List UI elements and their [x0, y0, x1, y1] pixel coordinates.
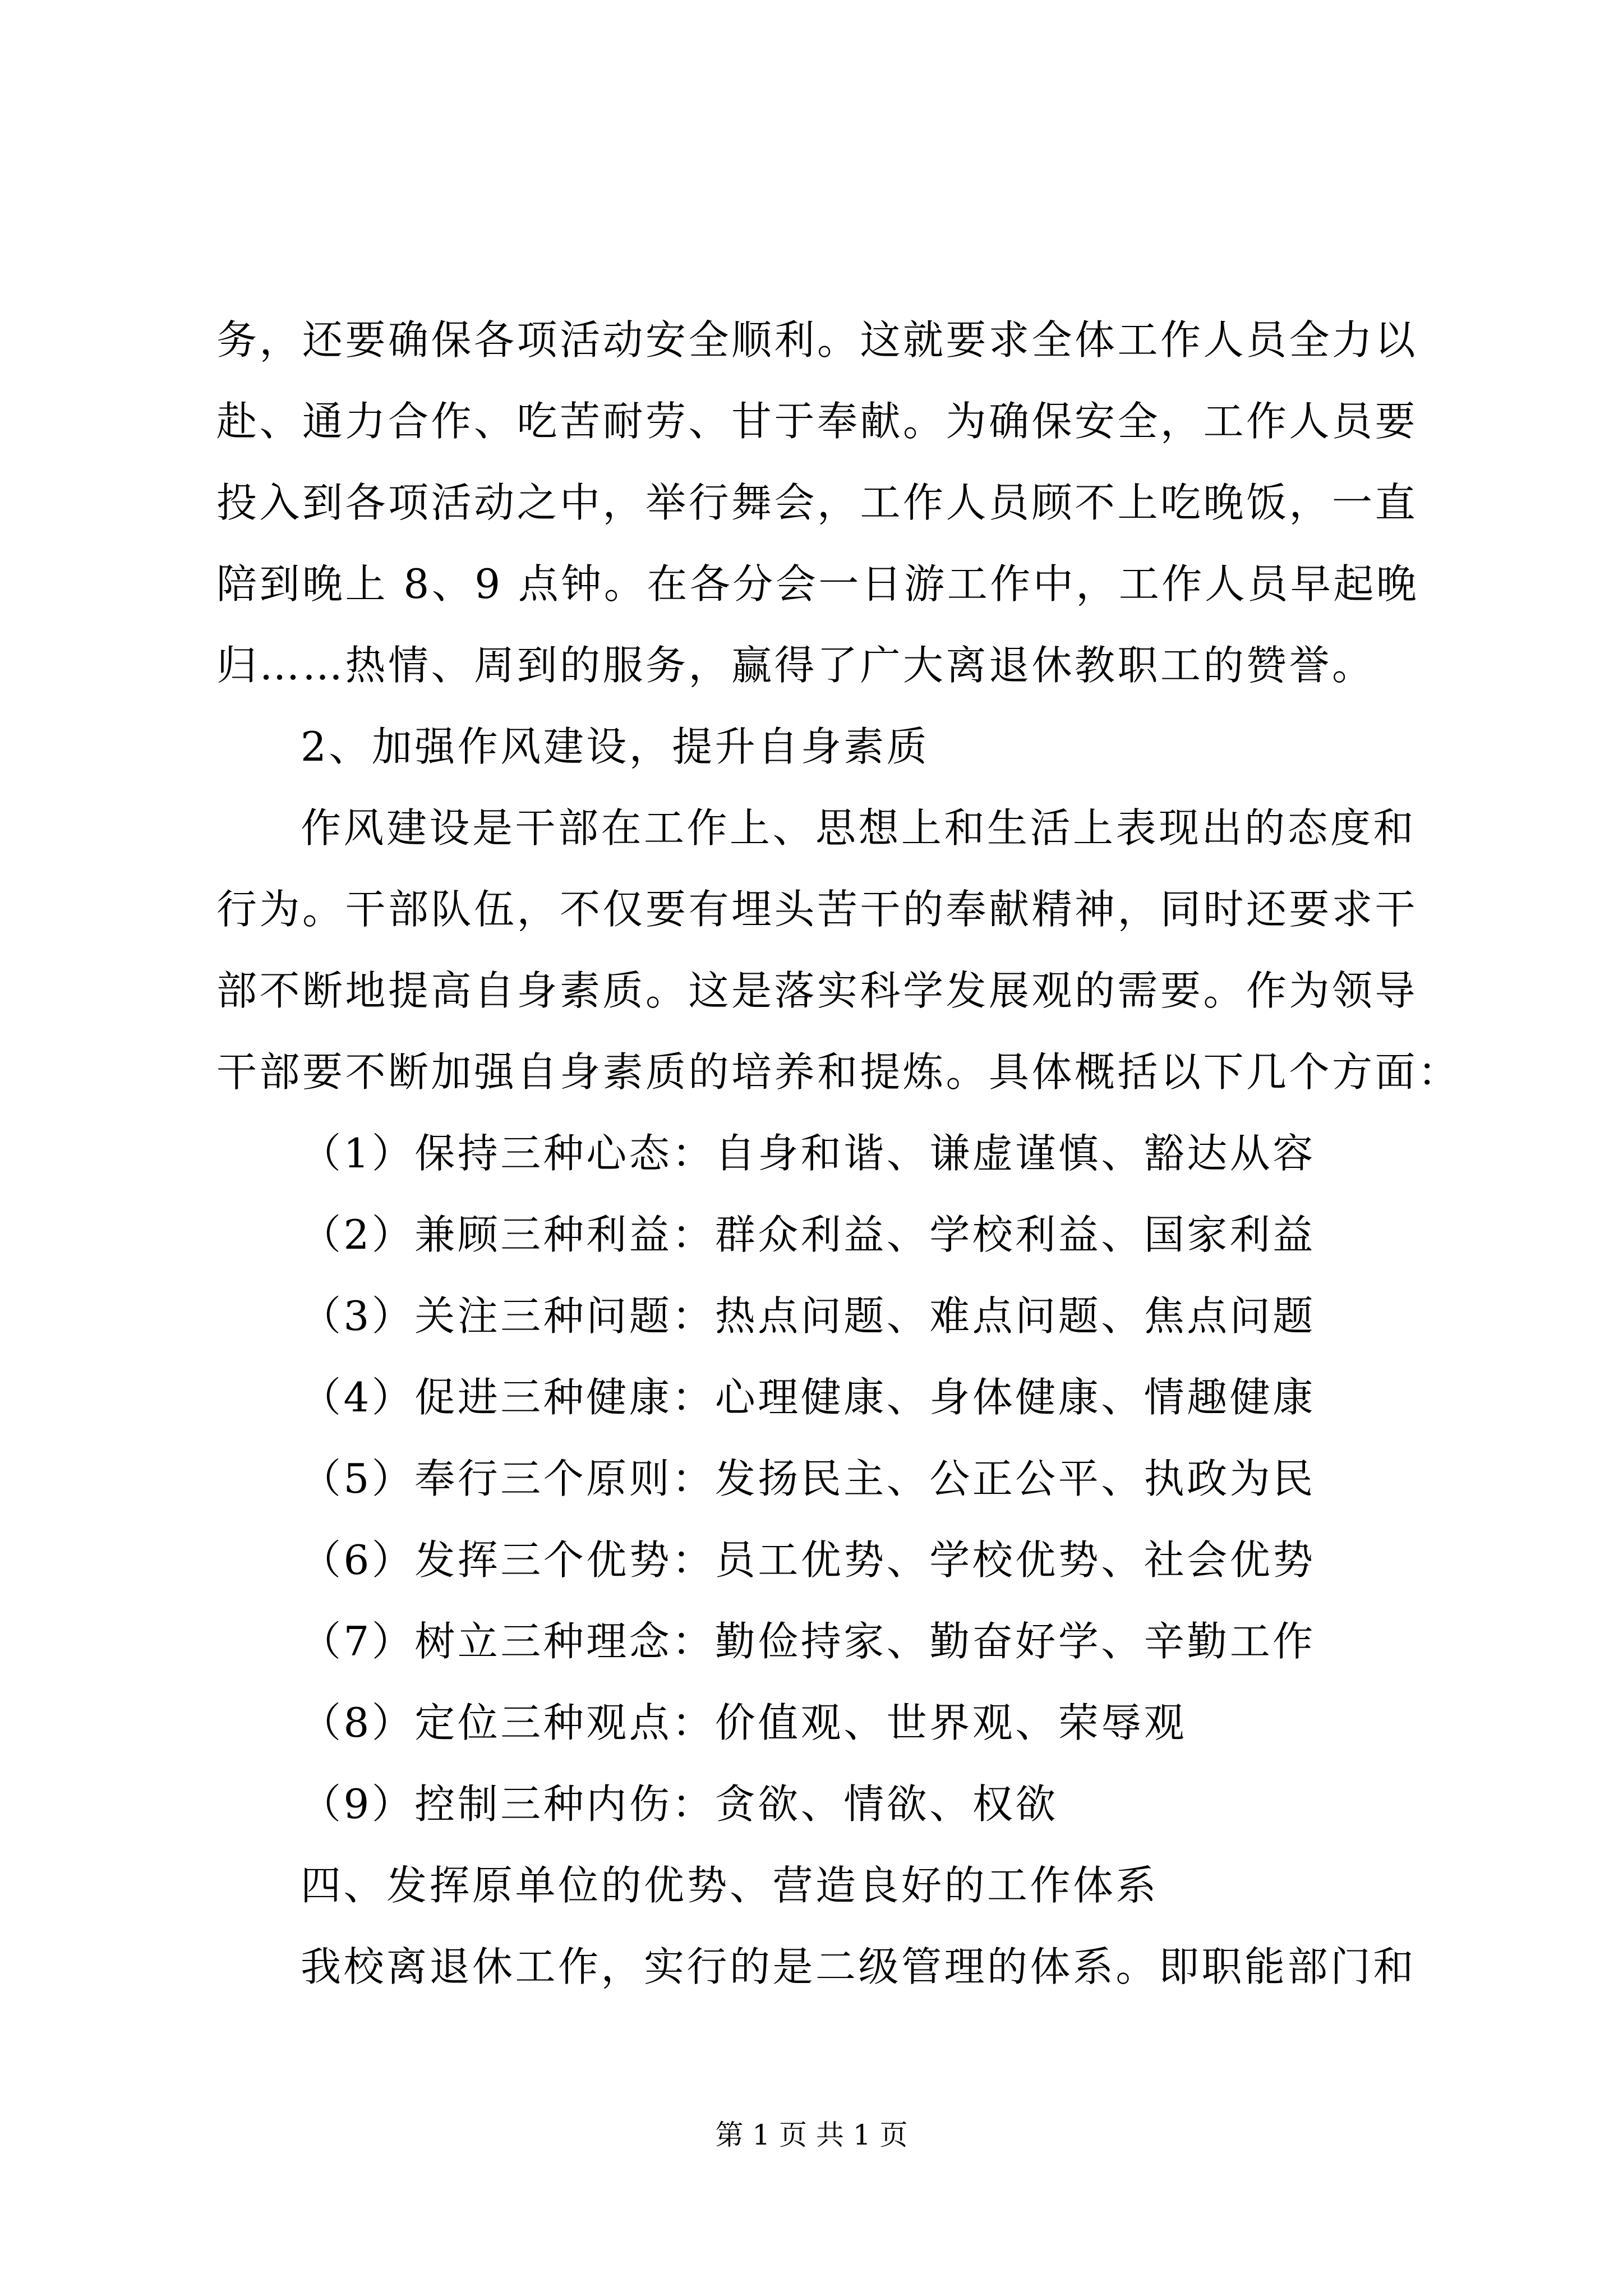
paragraph-line: 干部要不断加强自身素质的培养和提炼。具体概括以下几个方面： — [216, 1048, 1461, 1096]
list-item: （2）兼顾三种利益：群众利益、学校利益、国家利益 — [301, 1211, 1316, 1258]
list-item: （1）保持三种心态：自身和谐、谦虚谨慎、豁达从容 — [301, 1130, 1316, 1177]
paragraph-line: 我校离退休工作，实行的是二级管理的体系。即职能部门和 — [301, 1943, 1417, 1990]
list-item: （8）定位三种观点：价值观、世界观、荣辱观 — [301, 1699, 1187, 1746]
paragraph-line: 归……热情、周到的服务，赢得了广大离退休教职工的赞誉。 — [216, 642, 1375, 689]
paragraph-line: 作风建设是干部在工作上、思想上和生活上表现出的态度和 — [301, 804, 1417, 852]
paragraph-line: 陪到晚上 8、9 点钟。在各分会一日游工作中，工作人员早起晚 — [216, 560, 1419, 608]
paragraph-line: 行为。干部队伍，不仅要有埋头苦干的奉献精神，同时还要求干 — [216, 886, 1418, 933]
list-item: （5）奉行三个原则：发扬民主、公正公平、执政为民 — [301, 1455, 1316, 1502]
page-footer: 第 1 页 共 1 页 — [715, 2119, 908, 2151]
section-heading: 四、发挥原单位的优势、营造良好的工作体系 — [301, 1862, 1159, 1909]
list-item: （3）关注三种问题：热点问题、难点问题、焦点问题 — [301, 1292, 1316, 1340]
paragraph-line: 务，还要确保各项活动安全顺利。这就要求全体工作人员全力以 — [216, 316, 1418, 364]
paragraph-line: 赴、通力合作、吃苦耐劳、甘于奉献。为确保安全，工作人员要 — [216, 398, 1418, 445]
list-item: （6）发挥三个优势：员工优势、学校优势、社会优势 — [301, 1536, 1316, 1584]
section-heading: 2、加强作风建设，提升自身素质 — [301, 723, 930, 770]
list-item: （9）控制三种内伤：贪欲、情欲、权欲 — [301, 1780, 1058, 1828]
paragraph-line: 部不断地提高自身素质。这是落实科学发展观的需要。作为领导 — [216, 967, 1418, 1014]
list-item: （4）促进三种健康：心理健康、身体健康、情趣健康 — [301, 1374, 1316, 1421]
paragraph-line: 投入到各项活动之中，举行舞会，工作人员顾不上吃晚饭，一直 — [216, 479, 1418, 526]
document-body — [216, 300, 1506, 2008]
list-item: （7）树立三种理念：勤俭持家、勤奋好学、辛勤工作 — [301, 1618, 1316, 1665]
